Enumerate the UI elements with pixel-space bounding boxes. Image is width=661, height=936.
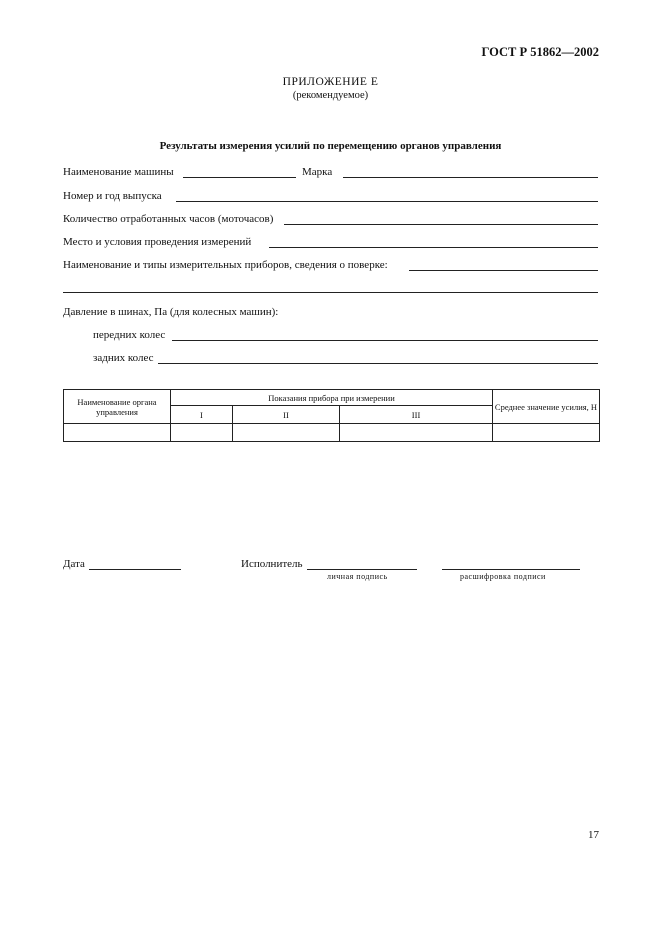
place-line[interactable] — [269, 247, 598, 248]
standard-header: ГОСТ Р 51862—2002 — [481, 45, 599, 59]
header-reading-2: II — [232, 406, 339, 424]
number-year-label: Номер и год выпуска — [63, 190, 162, 202]
table-cell[interactable] — [493, 424, 600, 442]
brand-label: Марка — [302, 166, 333, 178]
header-reading-1: I — [171, 406, 233, 424]
instruments-line[interactable] — [409, 270, 598, 271]
header-reading-3: III — [340, 406, 493, 424]
place-label: Место и условия проведения измерений — [63, 236, 252, 248]
table-cell[interactable] — [340, 424, 493, 442]
appendix-status: (рекомендуемое) — [292, 90, 369, 101]
appendix-label: ПРИЛОЖЕНИЕ Е — [282, 76, 379, 88]
table-row — [64, 424, 600, 442]
measurement-table — [63, 389, 600, 442]
personal-signature-caption: личная подпись — [327, 572, 388, 581]
page-number: 17 — [588, 829, 599, 841]
date-label: Дата — [63, 558, 85, 570]
pressure-label: Давление в шинах, Па (для колесных машин): — [63, 306, 279, 318]
instruments-label: Наименование и типы измерительных приборов, сведения о поверке: — [63, 259, 388, 271]
brand-line[interactable] — [343, 177, 598, 178]
header-average: Среднее значение усилия, Н — [493, 390, 600, 424]
machine-name-line[interactable] — [183, 177, 296, 178]
signature-decoding-caption: расшифровка подписи — [460, 572, 546, 581]
header-control: Наименование органа управления — [64, 390, 171, 424]
number-year-line[interactable] — [176, 201, 598, 202]
rear-wheels-label: задних колес — [93, 352, 154, 364]
instruments-line-2[interactable] — [63, 292, 598, 293]
rear-wheels-line[interactable] — [158, 363, 598, 364]
personal-signature-line[interactable] — [307, 569, 417, 570]
front-wheels-label: передних колес — [93, 329, 166, 341]
signature-decoding-line[interactable] — [442, 569, 580, 570]
header-readings: Показания прибора при измерении — [171, 390, 493, 406]
form-title: Результаты измерения усилий по перемещению органов управления — [159, 140, 502, 152]
table-cell[interactable] — [64, 424, 171, 442]
table-cell[interactable] — [232, 424, 339, 442]
hours-line[interactable] — [284, 224, 598, 225]
front-wheels-line[interactable] — [172, 340, 598, 341]
table-cell[interactable] — [171, 424, 233, 442]
machine-name-label: Наименование машины — [63, 166, 174, 178]
hours-label: Количество отработанных часов (моточасов) — [63, 213, 274, 225]
executor-label: Исполнитель — [241, 558, 303, 570]
date-line[interactable] — [89, 569, 181, 570]
